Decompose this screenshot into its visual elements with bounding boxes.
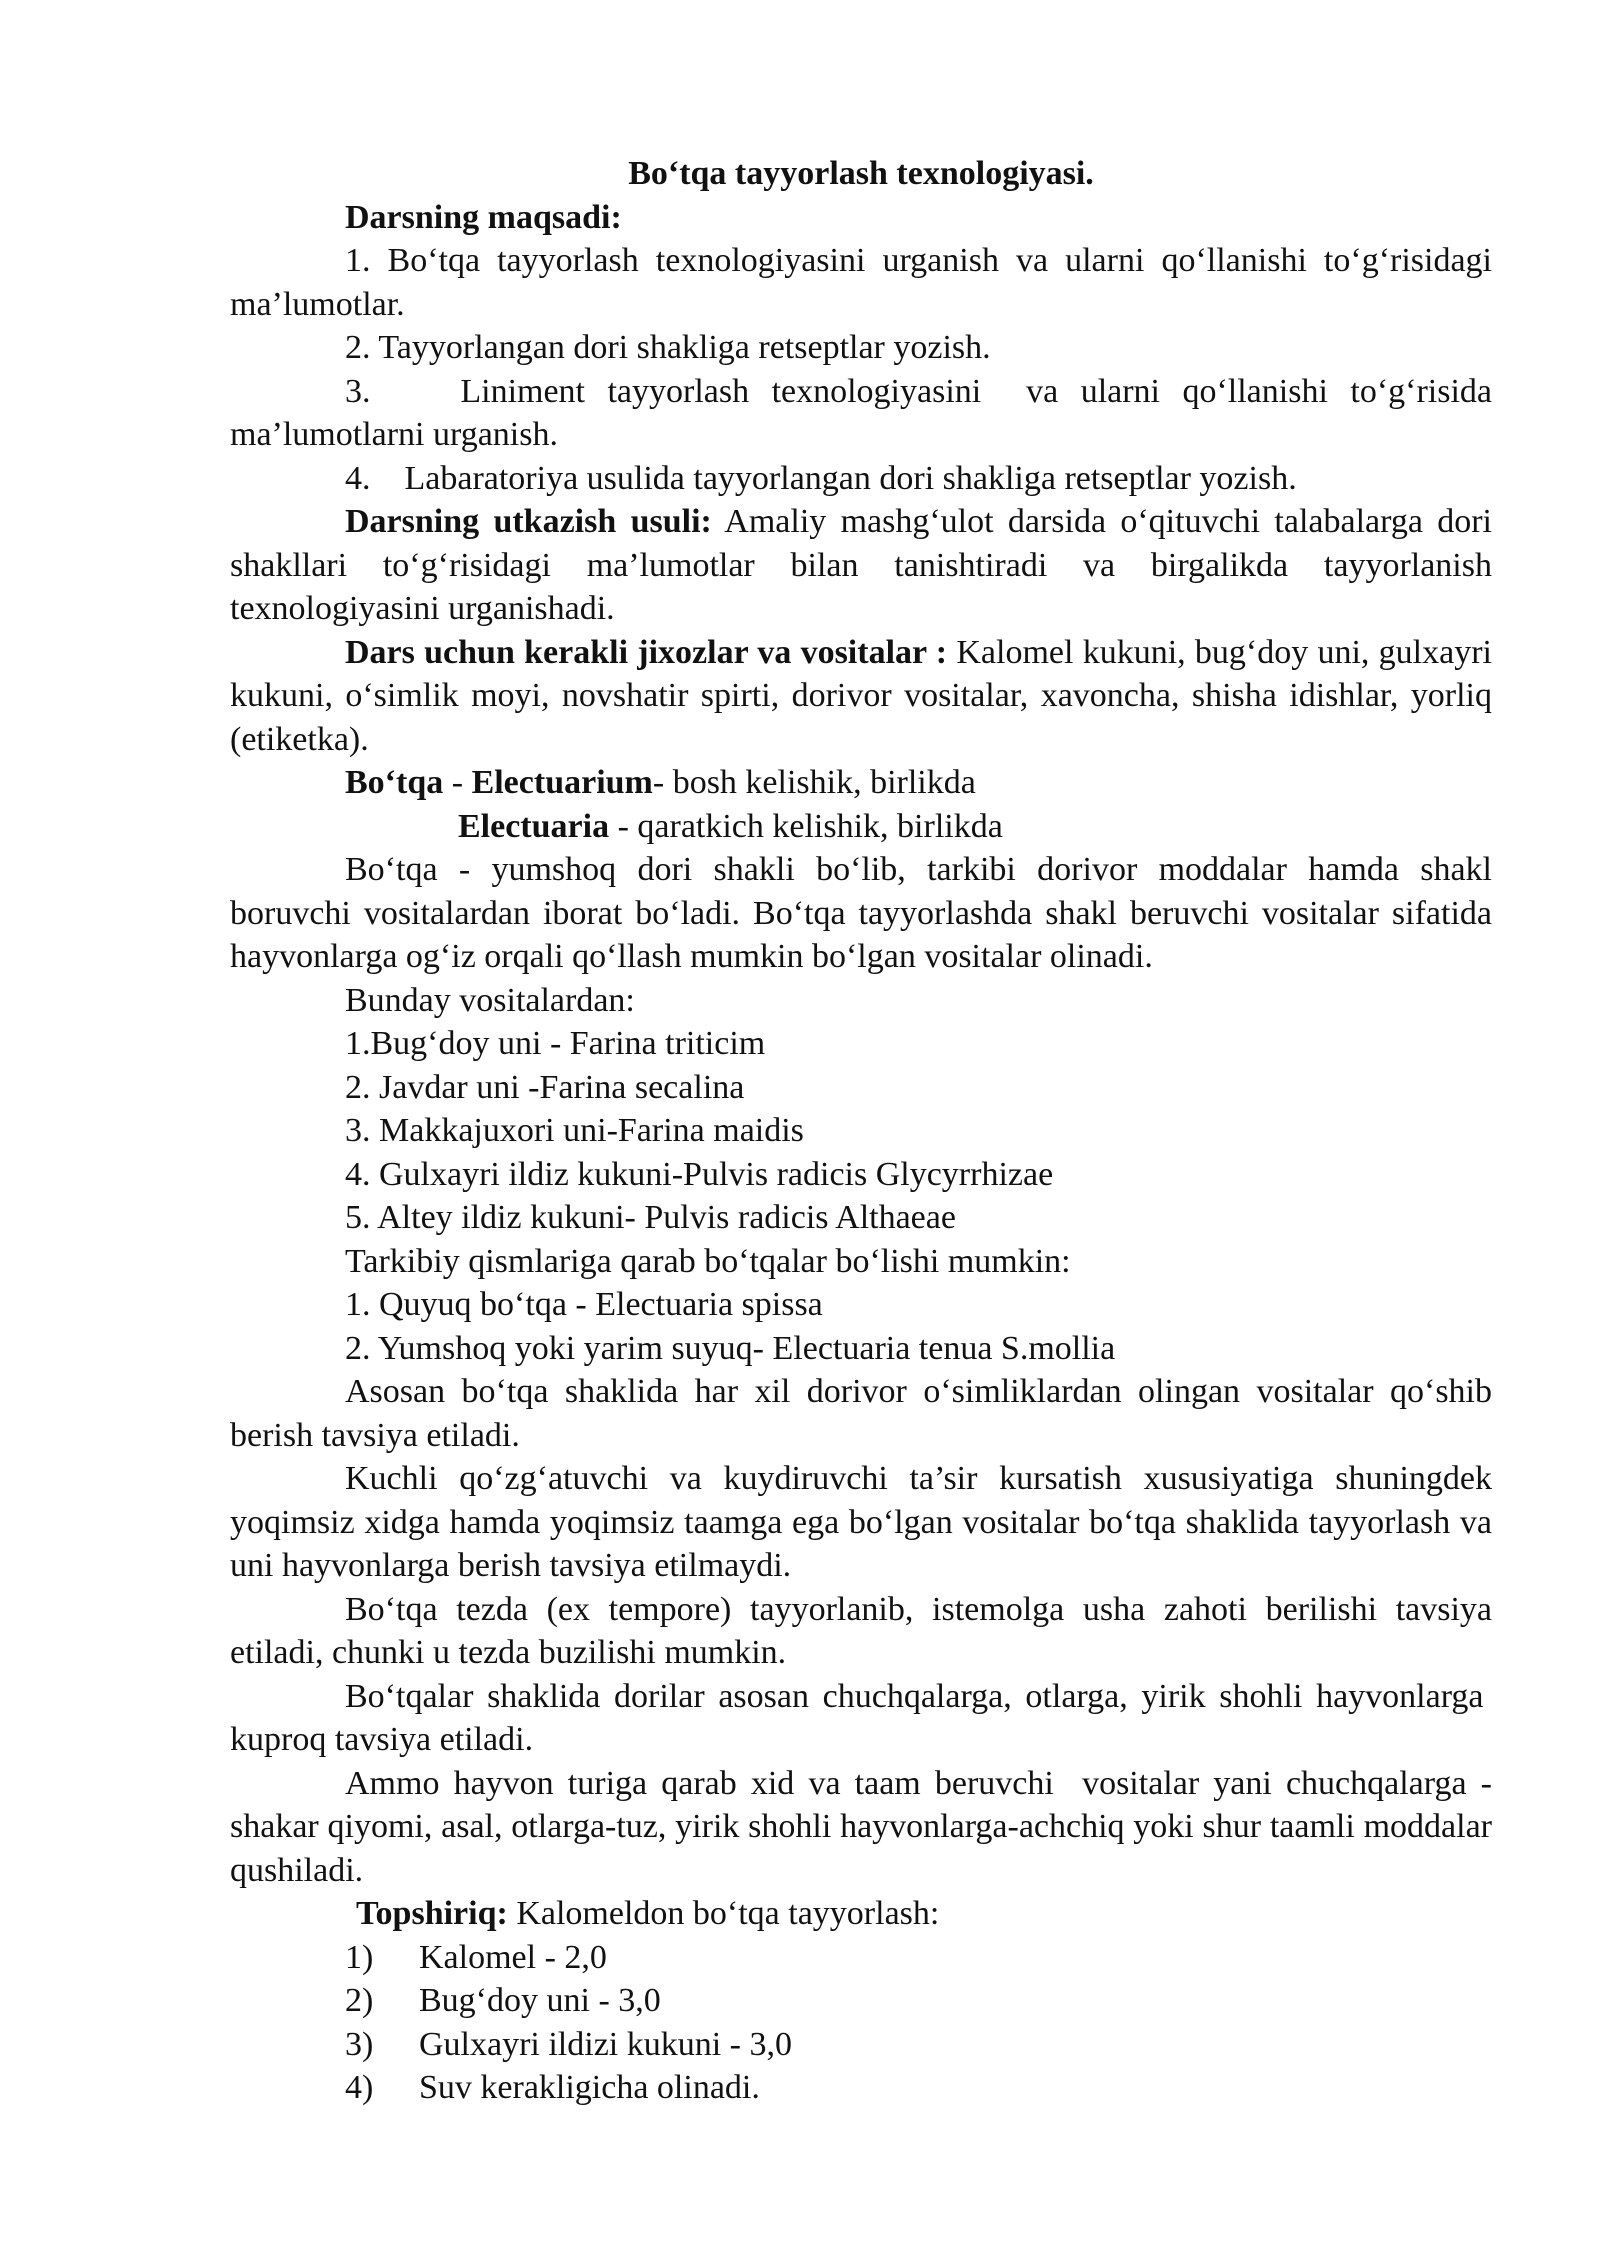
list-item [345, 2066, 1492, 2110]
body-paragraph: Bo‘tqa tezda (ex tempore) tayyorlanib, istemolga usha zahoti berilishi tavsiya etiladi, chunki u tezda buzilishi mumkin. [230, 1590, 1492, 1671]
list-item-number: 2) [345, 1982, 374, 2019]
document-title: Bo‘tqa tayyorlash texnologiyasi. [628, 155, 1094, 192]
task-text: Kalomeldon bo‘tqa tayyorlash: [507, 1895, 940, 1932]
agent-item: 5. Altey ildiz kukuni- Pulvis radicis Althaeae [345, 1199, 956, 1236]
types-intro: Tarkibiy qismlariga qarab bo‘tqalar bo‘lishi mumkin: [345, 1242, 1071, 1280]
type-item: 2. Yumshoq yoki yarim suyuq- Electuaria tenua S.mollia [345, 1329, 1116, 1367]
goal-item: 1. Bo‘tqa tayyorlash texnologiyasini urganish va ularni qo‘llanishi to‘g‘risidagi ma’lumotlar. [230, 242, 1492, 323]
name-line-nominative [230, 761, 1492, 805]
method-paragraph [230, 500, 1492, 631]
list-item-text: Kalomel - 2,0 [419, 1938, 607, 1976]
agents-intro: Bunday vositalardan: [345, 981, 635, 1019]
list-item [345, 1979, 1492, 2023]
name-genitive-note: - qaratkich kelishik, birlikda [609, 807, 1003, 845]
equipment-text: Kalomel kukuni, bug‘doy uni, gulxayri kukuni, o‘simlik moyi, novshatir spirti, dorivor vositalar, xavoncha, shisha idishlar, yorliq (etiketka). [230, 633, 1492, 758]
name-case-note: - bosh kelishik, birlikda [652, 764, 976, 801]
agent-item: 3. Makkajuxori uni-Farina maidis [345, 1112, 804, 1149]
body-paragraph: Kuchli qo‘zg‘atuvchi va kuydiruvchi ta’sir kursatish xususiyatiga shuningdek yoqimsiz xidga hamda yoqimsiz taamga ega bo‘lgan vositalar bo‘tqa shaklida tayyorlash va uni hayvonlarga berish tavsiya etilmaydi. [230, 1460, 1492, 1584]
name-line-genitive [230, 805, 1492, 849]
equipment-label: Dars uchun kerakli jixozlar va vositalar : [345, 633, 948, 671]
list-item-number: 3) [345, 2025, 374, 2063]
method-text: Amaliy mashg‘ulot darsida o‘qituvchi talabalarga dori shakllari to‘g‘risidagi ma’lumotlar bilan tanishtiradi va birgalikda tayyorlanish texnologiyasini urganishadi. [230, 503, 1492, 627]
name-uz: Bo‘tqa [345, 764, 444, 801]
body-paragraph: Asosan bo‘tqa shaklida har xil dorivor o‘simliklardan olingan vositalar qo‘shib berish tavsiya etiladi. [230, 1373, 1492, 1454]
document-page [230, 152, 1492, 2110]
agent-item: 4. Gulxayri ildiz kukuni-Pulvis radicis Glycyrrhizae [345, 1155, 1054, 1193]
list-item-number: 1) [345, 1938, 374, 1976]
goals-heading: Darsning maqsadi: [345, 198, 622, 236]
task-list [230, 1936, 1492, 2110]
goal-item: 4. Labaratoriya usulida tayyorlangan dori shakliga retseptlar yozish. [345, 459, 1297, 497]
definition-paragraph: Bo‘tqa - yumshoq dori shakli bo‘lib, tarkibi dorivor moddalar hamda shakl boruvchi vositalardan iborat bo‘ladi. Bo‘tqa tayyorlashda shakl beruvchi vositalar sifatida hayvonlarga og‘iz orqali qo‘llash mumkin bo‘lgan vositalar olinadi. [230, 851, 1492, 975]
body-paragraph: Bo‘tqalar shaklida dorilar asosan chuchqalarga, otlarga, yirik shohli hayvonlarga kuproq tavsiya etiladi. [230, 1677, 1492, 1758]
agent-item: 1.Bug‘doy uni - Farina triticim [345, 1025, 766, 1062]
list-item [345, 1936, 1492, 1980]
goal-item: 3. Liniment tayyorlash texnologiyasini va ularni qo‘llanishi to‘g‘risida ma’lumotlarni urganish. [230, 372, 1492, 453]
name-latin-genitive: Electuaria [458, 807, 610, 845]
list-item-text: Suv kerakligicha olinadi. [419, 2069, 760, 2106]
list-item-text: Bug‘doy uni - 3,0 [419, 1982, 661, 2019]
agent-item: 2. Javdar uni -Farina secalina [345, 1068, 745, 1106]
name-separator: - [443, 764, 472, 801]
list-item [345, 2023, 1492, 2067]
task-line [230, 1892, 1492, 1936]
goal-item: 2. Tayyorlangan dori shakliga retseptlar yozish. [345, 329, 991, 366]
method-label: Darsning utkazish usuli: [345, 503, 712, 540]
type-item: 1. Quyuq bo‘tqa - Electuaria spissa [345, 1286, 823, 1323]
equipment-paragraph [230, 631, 1492, 762]
list-item-text: Gulxayri ildizi kukuni - 3,0 [419, 2025, 793, 2063]
task-label: Topshiriq: [356, 1895, 508, 1932]
name-latin: Electuarium [471, 764, 653, 801]
body-paragraph: Ammo hayvon turiga qarab xid va taam beruvchi vositalar yani chuchqalarga - shakar qiyomi, asal, otlarga-tuz, yirik shohli hayvonlarga-achchiq yoki shur taamli moddalar qushiladi. [230, 1764, 1492, 1889]
list-item-number: 4) [345, 2069, 374, 2106]
